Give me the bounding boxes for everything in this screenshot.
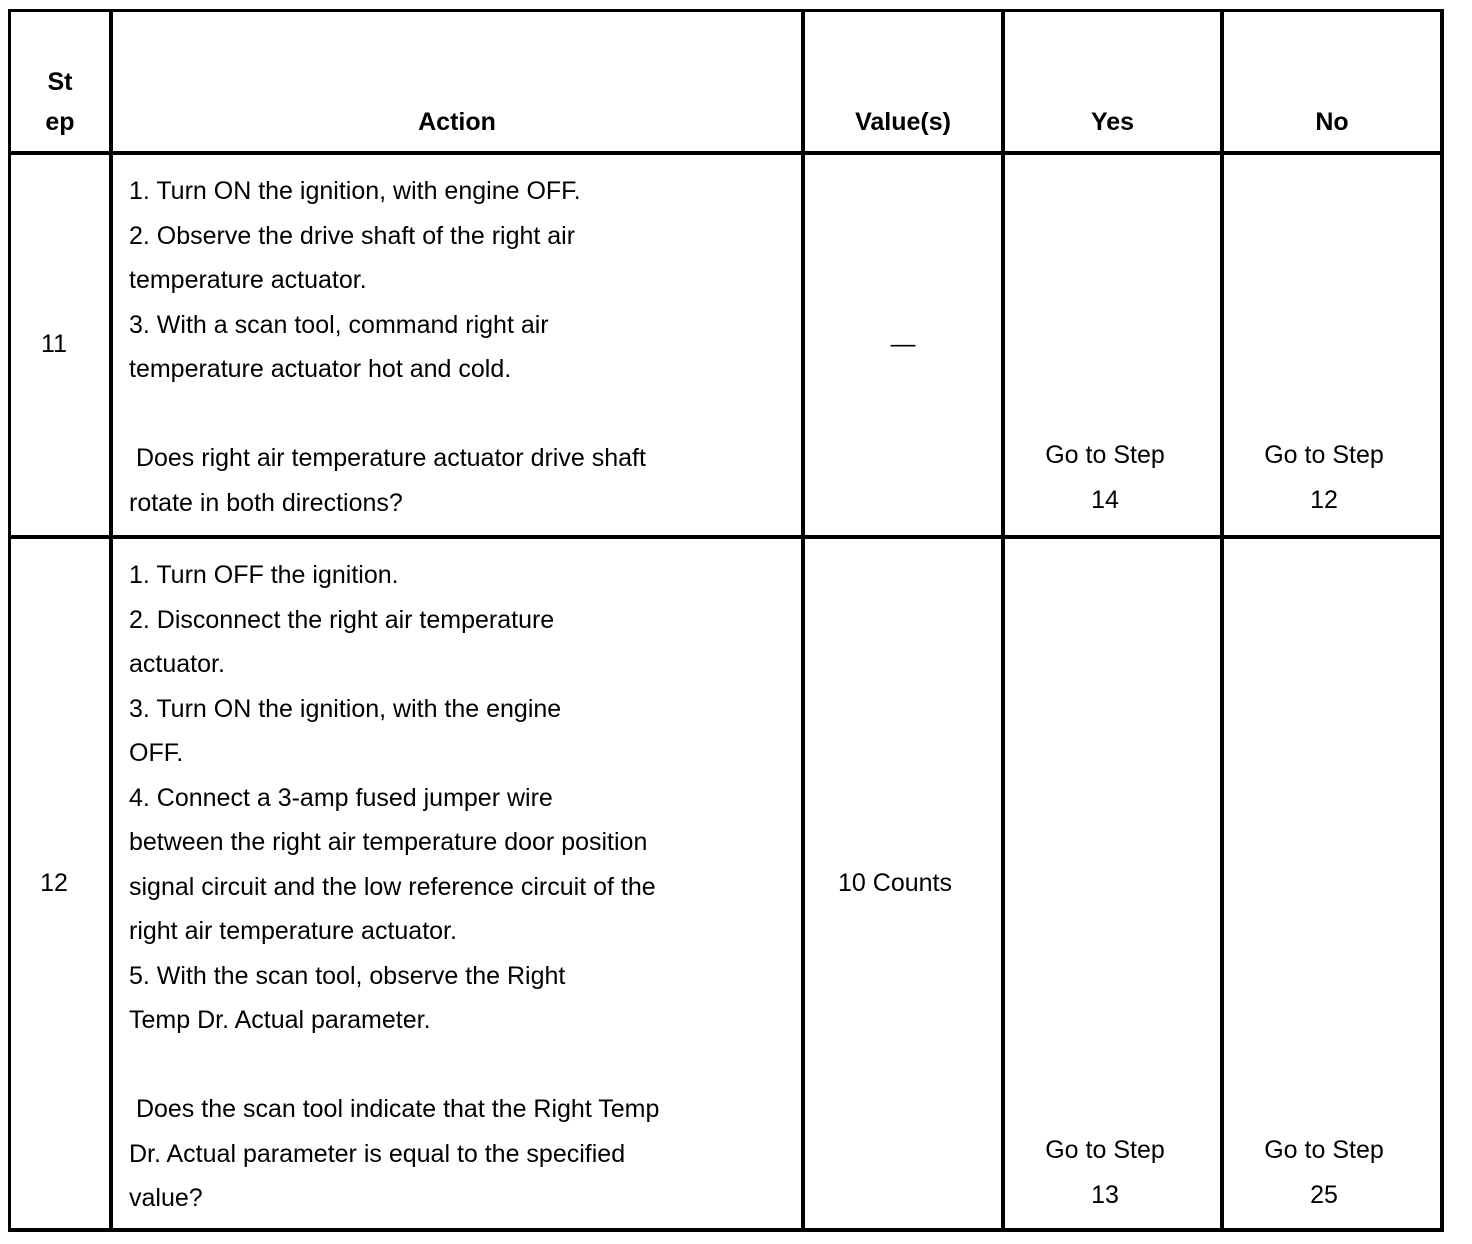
col-divider-yes (1220, 9, 1224, 1231)
action-line: temperature actuator. (129, 266, 367, 294)
row-11-yes (1005, 433, 1205, 522)
diagnostic-table (8, 9, 1444, 1231)
action-line: 4. Connect a 3-amp fused jumper wire (129, 783, 553, 812)
header-no: No (1315, 108, 1349, 136)
table-border-top (8, 9, 1444, 12)
row-12-value: 10 Counts (838, 869, 952, 897)
yes-step: 14 (1091, 485, 1119, 514)
action-line: 1. Turn ON the ignition, with engine OFF. (129, 177, 581, 205)
action-line: 1. Turn OFF the ignition. (129, 561, 399, 589)
action-line: temperature actuator hot and cold. (129, 355, 512, 383)
no-step: 12 (1310, 485, 1338, 514)
yes-line: Go to Step (1045, 1136, 1165, 1164)
header-values: Value(s) (855, 108, 951, 136)
row-divider (8, 535, 1444, 539)
action-line: 2. Observe the drive shaft of the right air (129, 221, 576, 250)
action-line-blank (129, 1043, 729, 1088)
action-question: Dr. Actual parameter is equal to the specified (129, 1139, 626, 1168)
action-line: 2. Disconnect the right air temperature (129, 605, 555, 634)
row-11-no (1224, 433, 1424, 522)
action-line: signal circuit and the low reference circuit of the (129, 872, 656, 901)
header-action: Action (418, 108, 496, 136)
header-step (11, 62, 109, 142)
action-line-blank (129, 392, 729, 437)
action-line: OFF. (129, 739, 184, 767)
header-divider (8, 151, 1444, 155)
row-12-action (129, 553, 729, 1221)
no-line: Go to Step (1264, 1136, 1384, 1164)
row-11-value: — (890, 330, 916, 358)
row-12-step: 12 (40, 869, 68, 897)
action-line: Temp Dr. Actual parameter. (129, 1006, 431, 1034)
action-line: actuator. (129, 650, 225, 678)
no-step: 25 (1310, 1180, 1338, 1209)
table-border-bottom (8, 1228, 1444, 1232)
row-11-step: 11 (41, 330, 67, 358)
header-step-line-1: St (47, 68, 73, 96)
yes-step: 13 (1091, 1180, 1119, 1209)
action-question: Does the scan tool indicate that the Right Temp (129, 1095, 660, 1123)
col-divider-values (1001, 9, 1005, 1231)
col-divider-step (109, 9, 113, 1231)
header-step-line-2: ep (45, 108, 75, 136)
no-line: Go to Step (1264, 441, 1384, 469)
action-line: 5. With the scan tool, observe the Right (129, 961, 566, 990)
action-line: between the right air temperature door position (129, 828, 648, 856)
row-12-yes (1005, 1128, 1205, 1217)
table-border-left (8, 9, 11, 1231)
header-yes: Yes (1090, 108, 1135, 136)
row-11-action (129, 169, 729, 525)
action-line: right air temperature actuator. (129, 917, 457, 945)
row-12-no (1224, 1128, 1424, 1217)
table-border-right (1440, 9, 1444, 1231)
action-line: 3. Turn ON the ignition, with the engine (129, 694, 562, 723)
col-divider-action (801, 9, 805, 1231)
action-question: rotate in both directions? (129, 488, 403, 517)
action-question: value? (129, 1184, 203, 1212)
action-question: Does right air temperature actuator drive shaft (129, 444, 646, 472)
action-line: 3. With a scan tool, command right air (129, 310, 549, 339)
yes-line: Go to Step (1045, 441, 1165, 469)
